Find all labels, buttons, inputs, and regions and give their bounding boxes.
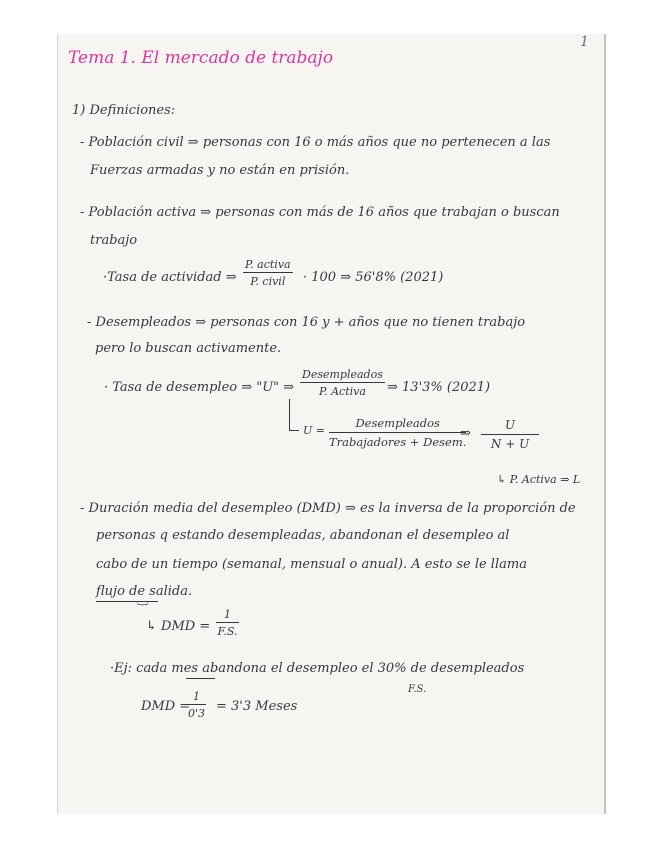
dmd-numerator: 1 [216,608,239,623]
tasa-desempleo-fraction [300,368,385,398]
dmd-example-numerator: 1 [187,690,206,705]
desempleo-arrow: ⇒ [460,426,471,441]
page-title: Tema 1. El mercado de trabajo [68,48,334,68]
flujo-brace: ︸ [137,602,148,615]
page-number: 1 [580,34,589,50]
tasa-desempleo-denominator: P. Activa [318,385,366,398]
desempleados-line-2: pero lo buscan activamente. [95,341,282,356]
fs-annotation: F.S. [408,684,427,695]
tasa-actividad-label: ·Tasa de actividad ⇒ [103,270,237,285]
duracion-line-1: - Duración media del desempleo (DMD) ⇒ es la inversa de la proporción de [80,501,576,516]
tasa-actividad-numerator: P. activa [245,258,291,271]
bracket-horizontal-line [289,430,299,431]
p-activa-note: ↳ P. Activa ⇒ L [497,473,581,486]
desempleados-line-1: - Desempleados ⇒ personas con 16 y + años que no tienen trabajo [87,315,526,330]
ejemplo-text: ·Ej: cada mes abandona el desempleo el 30% de desempleados [110,661,525,676]
dmd-example-label: DMD = [141,699,191,714]
duracion-line-4: flujo de salida. [96,584,193,599]
tasa-desempleo-numerator: Desempleados [302,368,383,381]
u-equals-label: U = [303,424,325,437]
tasa-desempleo-label: · Tasa de desempleo ⇒ "U" ⇒ [104,380,295,395]
desempleo-numerator-2: Desempleados [329,416,466,433]
duracion-line-3: cabo de un tiempo (semanal, mensual o anual). A esto se le llama [96,557,527,572]
tasa-actividad-fraction [243,258,293,288]
poblacion-activa-line-1: - Población activa ⇒ personas con más de 16 años que trabajan o buscan [80,205,560,220]
poblacion-civil-line-2: Fuerzas armadas y no están en prisión. [90,163,350,178]
desempleo-fraction-3 [481,418,539,451]
desempleo-fraction-2 [329,416,466,449]
desempleo-numerator-3: U [481,418,539,435]
desempleo-denominator-2: Trabajadores + Desem. [329,435,467,449]
tasa-desempleo-result: ⇒ 13'3% (2021) [387,380,491,395]
dmd-fraction [216,608,239,638]
poblacion-civil-line-1: - Población civil ⇒ personas con 16 o más años que no pertenecen a las [80,135,551,150]
dmd-example-result: = 3'3 Meses [216,699,298,714]
duracion-line-2: personas q estando desempleadas, abandonan el desempleo al [96,528,510,543]
desempleo-denominator-3: N + U [490,437,530,451]
dmd-formula-label: ↳ DMD = [146,619,211,634]
poblacion-activa-line-2: trabajo [90,233,138,248]
dmd-denominator: F.S. [217,625,238,638]
tasa-actividad-denominator: P. civil [250,275,286,288]
mes-underline [186,678,215,679]
section-heading: 1) Definiciones: [72,103,176,118]
dmd-example-fraction [187,690,206,720]
flujo-underline [96,601,158,602]
dmd-example-denominator: 0'3 [187,707,206,720]
tasa-actividad-result: · 100 ⇒ 56'8% (2021) [303,270,444,285]
bracket-vertical-line [289,399,290,430]
